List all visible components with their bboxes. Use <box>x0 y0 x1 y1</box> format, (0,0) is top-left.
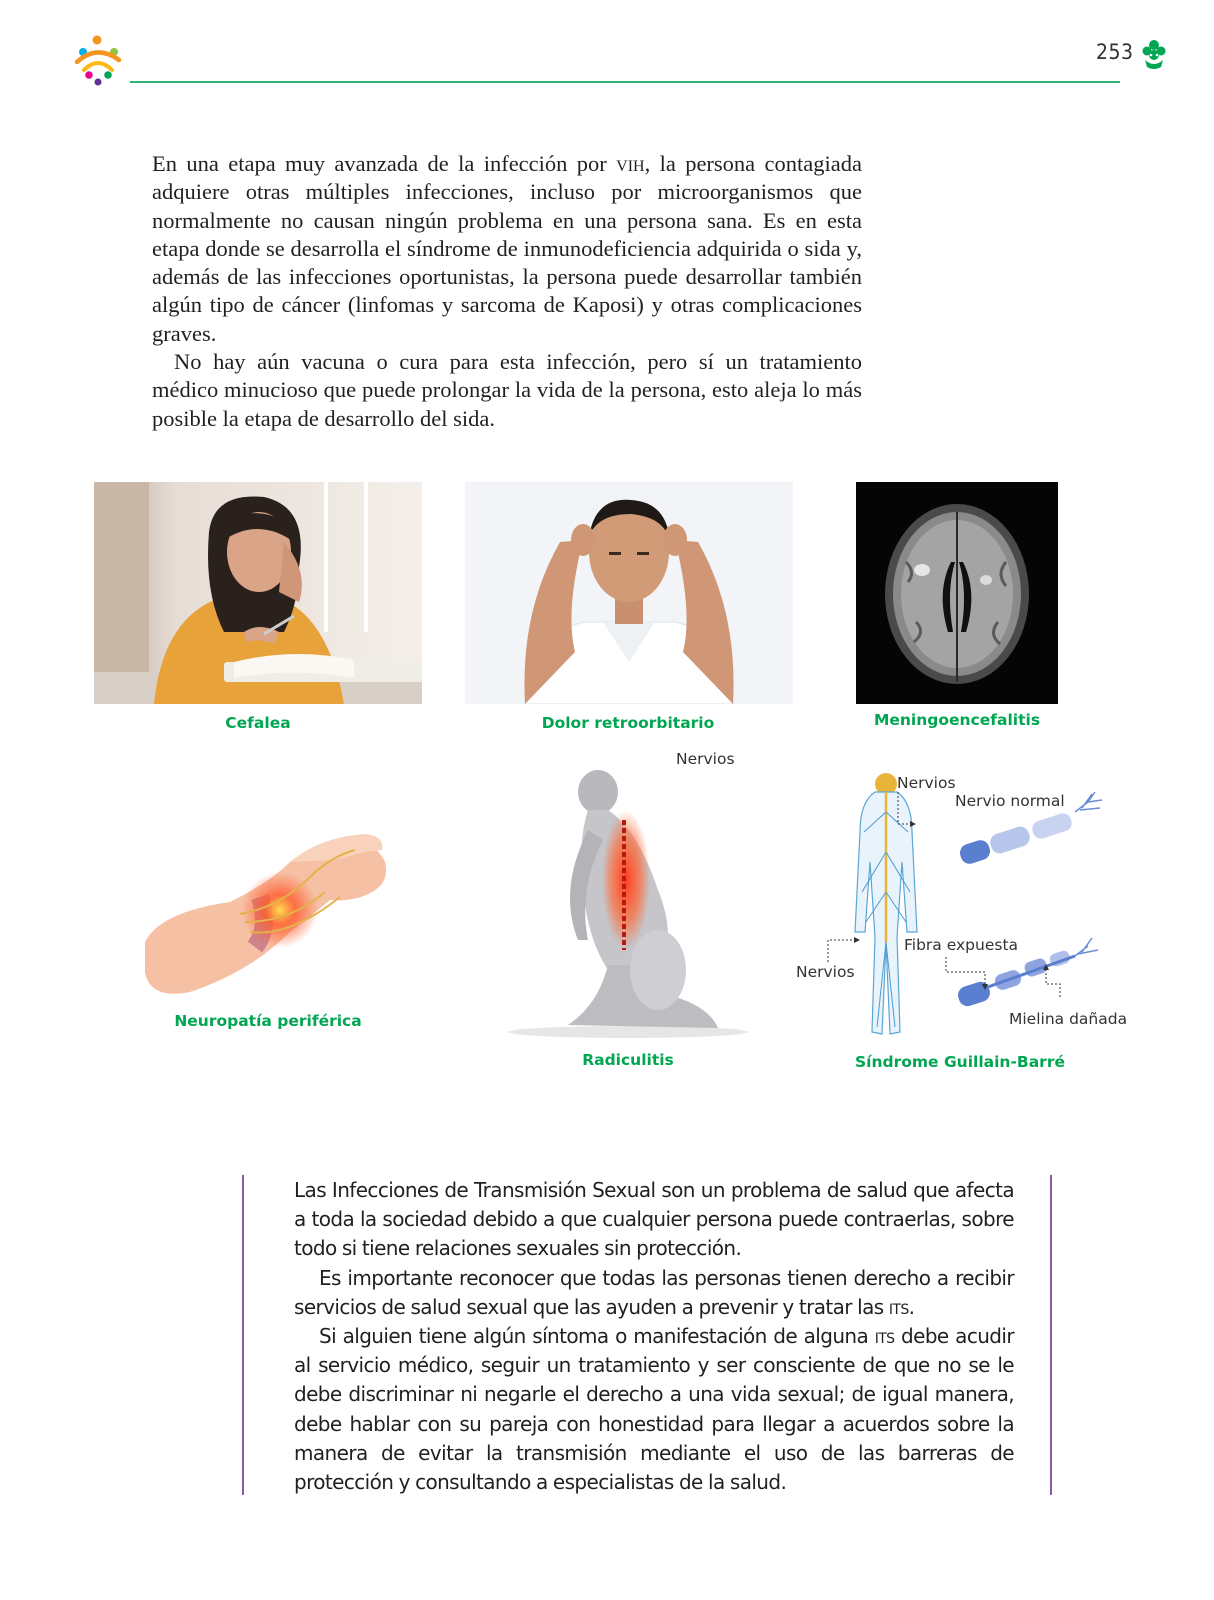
box-right-rule <box>1050 1175 1052 1495</box>
box-left-rule <box>242 1175 244 1495</box>
vih-acronym: vih <box>616 151 645 176</box>
guillain-fibra-expuesta-label: Fibra expuesta <box>904 936 1019 954</box>
box-paragraph-3: Si alguien tiene algún síntoma o manifestación de alguna its debe acudir al servicio médico, seguir un tratamiento y ser consciente de que no se le debe discriminar ni negarle el derecho a una vida sexual; de igual manera, debe hablar con su pareja con honestidad para llegar a acuerdos sobre la manera de evitar la transmisión mediante el uso de las barreras de protección y consultando a especialistas de la salud. <box>294 1324 1014 1495</box>
publisher-logo-icon <box>70 30 126 86</box>
guillain-nervios-top-label: Nervios <box>897 774 956 792</box>
guillain-nervios-left-label: Nervios <box>796 963 855 981</box>
neuropatia-illustration <box>140 822 400 1002</box>
header-rule <box>130 81 1120 83</box>
cefalea-caption: Cefalea <box>225 714 291 732</box>
intro-text <box>152 150 862 433</box>
guillain-nervio-normal-label: Nervio normal <box>955 792 1065 810</box>
radiculitis-illustration <box>508 770 758 1040</box>
page-ornament-icon <box>1140 38 1168 70</box>
guillain-barre-caption: Síndrome Guillain-Barré <box>855 1053 1065 1071</box>
intro-paragraph-2: No hay aún vacuna o cura para esta infección, pero sí un tratamiento médico minucioso que puede prolongar la vida de la persona, esto aleja lo más posible la etapa de desarrollo del sida. <box>152 349 862 431</box>
guillain-mielina-label: Mielina dañada <box>1009 1010 1128 1028</box>
its-acronym: its <box>874 1324 895 1349</box>
its-info-box <box>294 1176 1014 1497</box>
its-acronym: its <box>888 1294 909 1319</box>
cefalea-photo <box>94 482 422 704</box>
box-paragraph-2: Es importante reconocer que todas las personas tienen derecho a recibir servicios de salud sexual que las ayuden a prevenir y tratar las its. <box>294 1265 1014 1319</box>
radiculitis-nervios-label: Nervios <box>676 750 735 768</box>
dolor-retroorbitario-caption: Dolor retroorbitario <box>541 714 715 732</box>
neuropatia-caption: Neuropatía periférica <box>174 1012 362 1030</box>
box-paragraph-1: Las Infecciones de Transmisión Sexual son un problema de salud que afecta a toda la sociedad debido a que cualquier persona puede contraerlas, sobre todo si tiene relaciones sexuales sin protección. <box>294 1178 1014 1261</box>
meningoencefalitis-mri <box>856 482 1058 704</box>
page-number: 253 <box>1096 40 1134 64</box>
radiculitis-caption: Radiculitis <box>582 1051 674 1069</box>
guillain-barre-illustration <box>820 772 1120 1044</box>
meningoencefalitis-caption: Meningoencefalitis <box>873 711 1041 729</box>
dolor-retroorbitario-photo <box>465 482 793 704</box>
intro-paragraph-1: En una etapa muy avanzada de la infección por vih, la persona contagiada adquiere otras múltiples infecciones, incluso por microorganismos que normalmente no causan ningún problema en una persona sana. Es en esta etapa donde se desarrolla el síndrome de inmunodeficiencia adquirida o sida y, además de las infecciones oportunistas, la persona puede desarrollar también algún tipo de cáncer (linfomas y sarcoma de Kaposi) y otras complicaciones graves. <box>152 151 862 346</box>
